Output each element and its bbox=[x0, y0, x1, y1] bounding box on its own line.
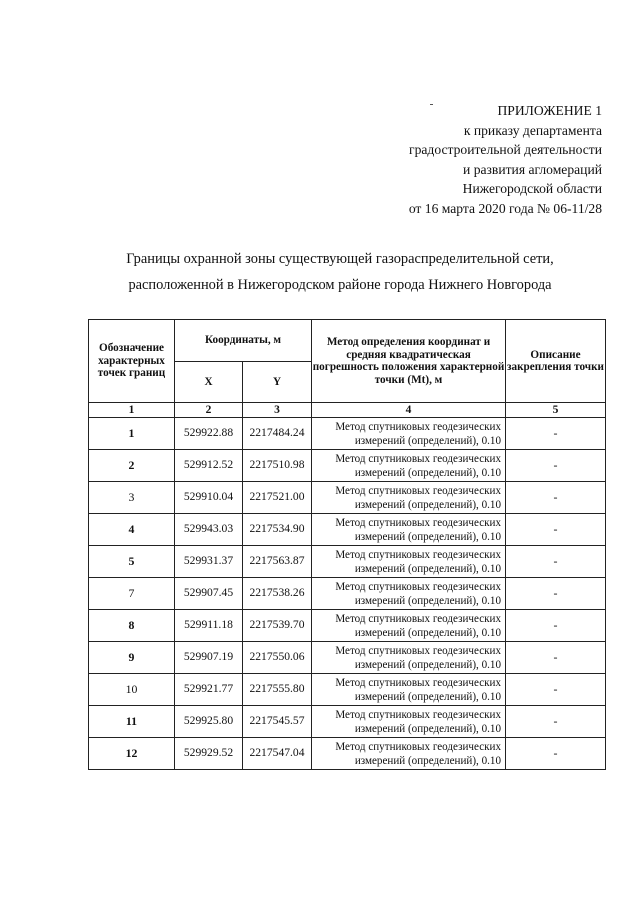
method-cell bbox=[312, 674, 506, 706]
method-line-1: Метод спутниковых геодезических bbox=[335, 740, 501, 753]
table-row bbox=[89, 482, 606, 514]
appendix-heading: ПРИЛОЖЕНИЕ 1 bbox=[497, 103, 602, 118]
description-cell: - bbox=[506, 418, 606, 450]
appendix-department-line-2: и развития агломераций bbox=[463, 161, 602, 177]
point-number: 4 bbox=[89, 514, 175, 546]
header-coordinates: Координаты, м bbox=[175, 320, 312, 362]
method-line-1: Метод спутниковых геодезических bbox=[335, 516, 501, 529]
header-x: X bbox=[175, 362, 243, 403]
appendix-department-line: градостроительной деятельности bbox=[409, 142, 602, 157]
method-line-1: Метод спутниковых геодезических bbox=[335, 452, 501, 465]
coordinates-table bbox=[88, 319, 606, 770]
coordinate-x: 529912.52 bbox=[175, 450, 243, 482]
method-line-1: Метод спутниковых геодезических bbox=[335, 644, 501, 657]
column-number-row bbox=[89, 403, 606, 418]
point-number: 2 bbox=[89, 450, 175, 482]
method-line-2: измерений (определений), 0.10 bbox=[354, 434, 501, 447]
method-line-2: измерений (определений), 0.10 bbox=[354, 754, 501, 767]
description-cell: - bbox=[506, 514, 606, 546]
column-number: 3 bbox=[243, 403, 312, 418]
method-cell bbox=[312, 610, 506, 642]
coordinate-y: 2217538.26 bbox=[243, 578, 312, 610]
description-cell: - bbox=[506, 482, 606, 514]
coordinate-y: 2217510.98 bbox=[243, 450, 312, 482]
point-number: 12 bbox=[89, 738, 175, 770]
coordinate-x: 529911.18 bbox=[175, 610, 243, 642]
table-row bbox=[89, 546, 606, 578]
coordinate-x: 529931.37 bbox=[175, 546, 243, 578]
table-header-row bbox=[89, 320, 606, 362]
method-cell bbox=[312, 642, 506, 674]
method-line-1: Метод спутниковых геодезических bbox=[335, 548, 501, 561]
coordinate-x: 529943.03 bbox=[175, 514, 243, 546]
appendix-order-line: к приказу департамента bbox=[463, 122, 602, 138]
description-cell: - bbox=[506, 450, 606, 482]
coordinate-y: 2217555.80 bbox=[243, 674, 312, 706]
document-title-line-1: Границы охранной зоны существующей газораспределительной сети, bbox=[126, 251, 554, 267]
column-number: 1 bbox=[89, 403, 175, 418]
method-line-1: Метод спутниковых геодезических bbox=[335, 420, 501, 433]
coordinate-x: 529925.80 bbox=[175, 706, 243, 738]
method-line-2: измерений (определений), 0.10 bbox=[354, 626, 501, 639]
point-number: 8 bbox=[89, 610, 175, 642]
method-line-2: измерений (определений), 0.10 bbox=[354, 658, 501, 671]
column-number: 5 bbox=[506, 403, 606, 418]
method-line-2: измерений (определений), 0.10 bbox=[354, 498, 501, 511]
table-row bbox=[89, 674, 606, 706]
method-cell bbox=[312, 514, 506, 546]
document-title-line-2: расположенной в Нижегородском районе города Нижнего Новгорода bbox=[128, 277, 552, 293]
method-cell bbox=[312, 738, 506, 770]
method-line-2: измерений (определений), 0.10 bbox=[354, 562, 501, 575]
coordinate-x: 529907.19 bbox=[175, 642, 243, 674]
table-row bbox=[89, 738, 606, 770]
method-line-1: Метод спутниковых геодезических bbox=[335, 708, 501, 721]
method-line-1: Метод спутниковых геодезических bbox=[335, 580, 501, 593]
coordinate-x: 529929.52 bbox=[175, 738, 243, 770]
appendix-block bbox=[409, 101, 602, 218]
header-method: Метод определения координат и средняя квадратическая погрешность положения характерной точки (Mt), м bbox=[312, 320, 506, 403]
description-cell: - bbox=[506, 706, 606, 738]
method-line-1: Метод спутниковых геодезических bbox=[335, 484, 501, 497]
method-line-2: измерений (определений), 0.10 bbox=[354, 722, 501, 735]
method-line-2: измерений (определений), 0.10 bbox=[354, 690, 501, 703]
table-row bbox=[89, 514, 606, 546]
coordinate-y: 2217534.90 bbox=[243, 514, 312, 546]
coordinate-y: 2217484.24 bbox=[243, 418, 312, 450]
table-body bbox=[89, 418, 606, 770]
table-row bbox=[89, 450, 606, 482]
method-cell bbox=[312, 706, 506, 738]
column-number: 2 bbox=[175, 403, 243, 418]
document-title bbox=[40, 246, 640, 298]
coordinate-x: 529910.04 bbox=[175, 482, 243, 514]
method-line-1: Метод спутниковых геодезических bbox=[335, 612, 501, 625]
description-cell: - bbox=[506, 642, 606, 674]
point-number: 11 bbox=[89, 706, 175, 738]
method-cell bbox=[312, 546, 506, 578]
table-row bbox=[89, 418, 606, 450]
coordinate-x: 529907.45 bbox=[175, 578, 243, 610]
header-y: Y bbox=[243, 362, 312, 403]
method-line-2: измерений (определений), 0.10 bbox=[354, 530, 501, 543]
coordinate-y: 2217545.57 bbox=[243, 706, 312, 738]
point-number: 9 bbox=[89, 642, 175, 674]
point-number: 7 bbox=[89, 578, 175, 610]
table-row bbox=[89, 642, 606, 674]
point-number: 3 bbox=[89, 482, 175, 514]
method-cell bbox=[312, 418, 506, 450]
table-row bbox=[89, 706, 606, 738]
table-row bbox=[89, 610, 606, 642]
method-cell bbox=[312, 482, 506, 514]
description-cell: - bbox=[506, 610, 606, 642]
appendix-region-line: Нижегородской области bbox=[462, 181, 602, 196]
coordinate-y: 2217563.87 bbox=[243, 546, 312, 578]
description-cell: - bbox=[506, 738, 606, 770]
header-description: Описание закрепления точки bbox=[506, 320, 606, 403]
point-number: 10 bbox=[89, 674, 175, 706]
coordinate-y: 2217521.00 bbox=[243, 482, 312, 514]
coordinate-y: 2217550.06 bbox=[243, 642, 312, 674]
point-number: 5 bbox=[89, 546, 175, 578]
header-point-label: Обозначение характерных точек границ bbox=[89, 320, 175, 403]
method-cell bbox=[312, 450, 506, 482]
column-number: 4 bbox=[312, 403, 506, 418]
description-cell: - bbox=[506, 546, 606, 578]
coordinate-y: 2217547.04 bbox=[243, 738, 312, 770]
method-line-2: измерений (определений), 0.10 bbox=[354, 466, 501, 479]
appendix-date-line: от 16 марта 2020 года № 06-11/28 bbox=[408, 200, 602, 216]
coordinate-x: 529922.88 bbox=[175, 418, 243, 450]
description-cell: - bbox=[506, 578, 606, 610]
point-number: 1 bbox=[89, 418, 175, 450]
coordinate-x: 529921.77 bbox=[175, 674, 243, 706]
method-cell bbox=[312, 578, 506, 610]
table-row bbox=[89, 578, 606, 610]
method-line-1: Метод спутниковых геодезических bbox=[335, 676, 501, 689]
method-line-2: измерений (определений), 0.10 bbox=[354, 594, 501, 607]
description-cell: - bbox=[506, 674, 606, 706]
coordinate-y: 2217539.70 bbox=[243, 610, 312, 642]
